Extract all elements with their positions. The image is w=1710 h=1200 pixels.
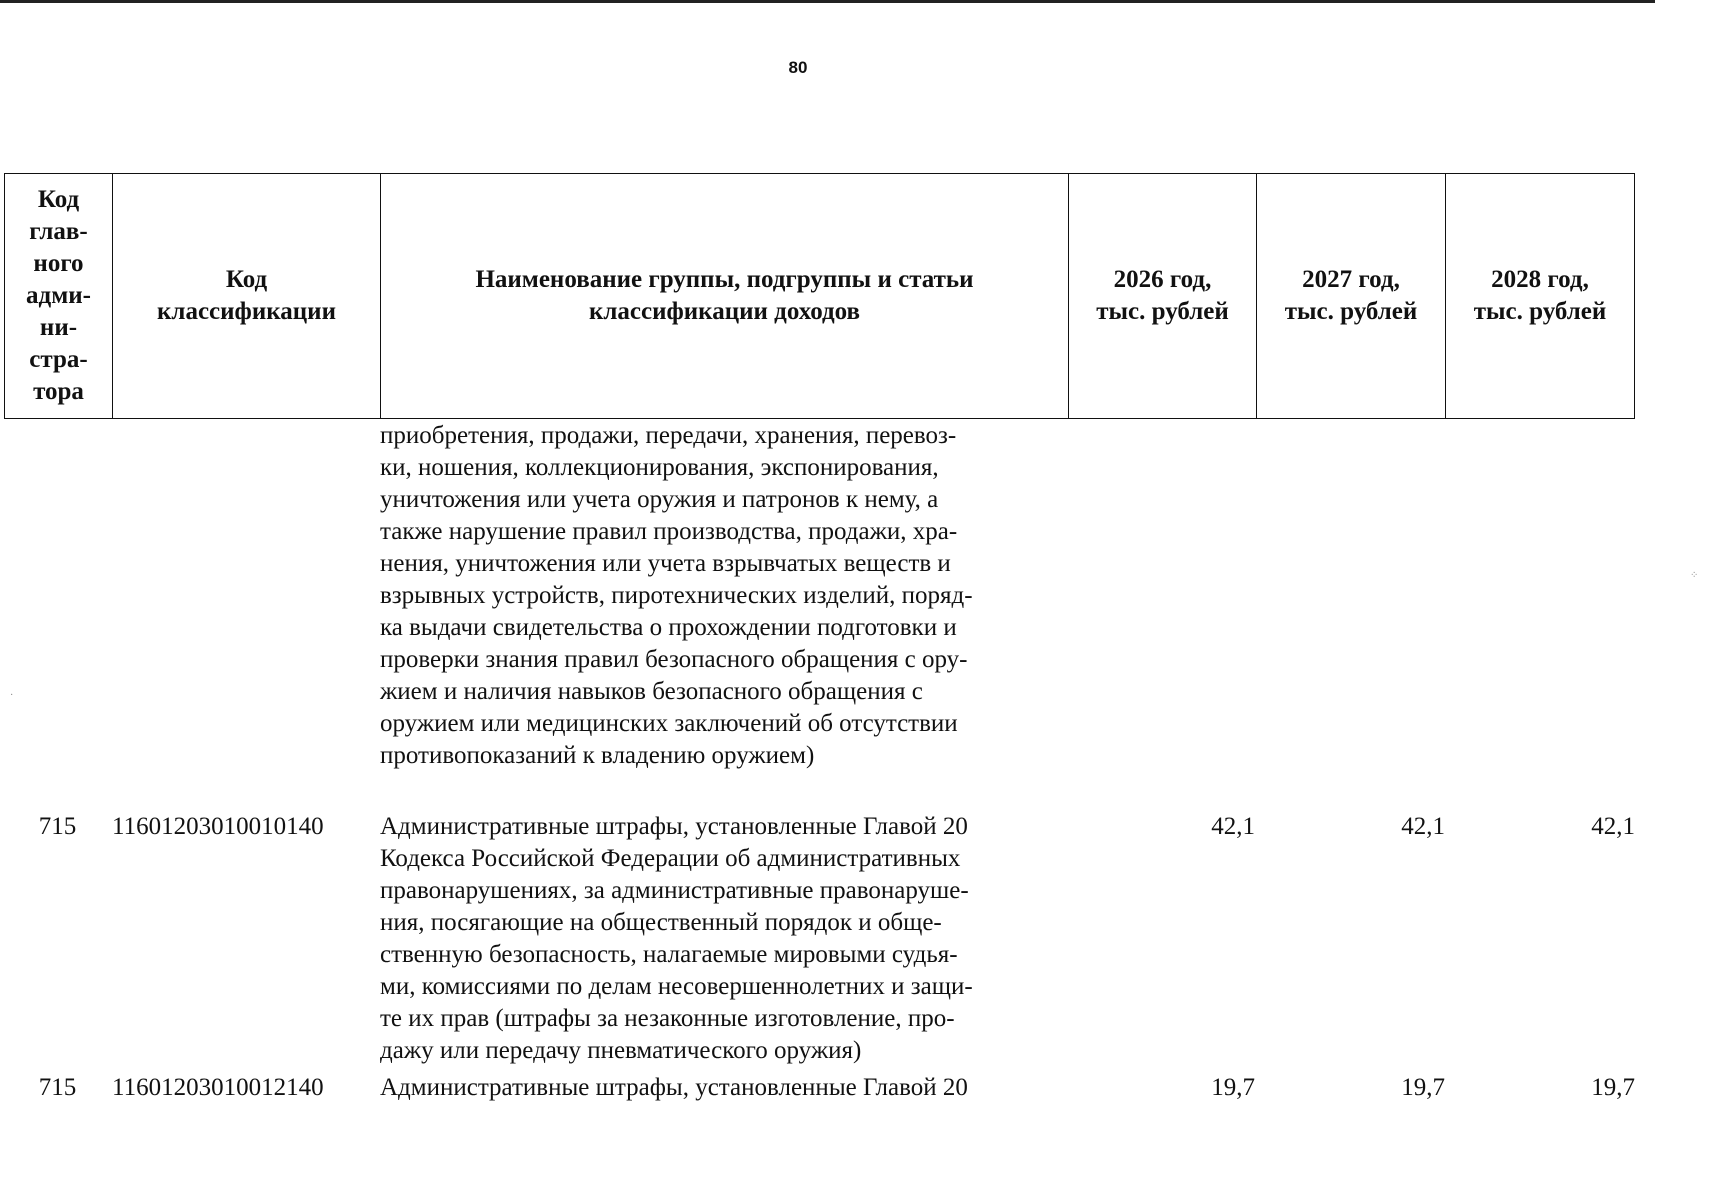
admin-code: 715 [38,813,77,840]
value-2026: 42,1 [1211,813,1255,840]
header-year-2026: 2026 год, тыс. рублей [1069,174,1257,419]
value-2027: 42,1 [1401,813,1445,840]
admin-code: 715 [38,1074,77,1101]
top-rule [0,0,1655,3]
table-header [4,173,1635,419]
value-2028: 42,1 [1591,813,1635,840]
classification-code: 11601203010012140 [112,1074,324,1101]
value-2028: 19,7 [1591,1074,1635,1101]
header-admin-code: Код глав- ного адми- ни- стра- тора [5,174,113,419]
page-number: 80 [788,58,808,77]
classification-code: 11601203010010140 [112,813,324,840]
item-name: приобретения, продажи, передачи, хранения, перевоз- ки, ношения, коллекционирования, экспонирования, уничтожения или учета оружия и патронов к нему, а также нарушение правил производства, продажи, хра- нения, уничтожения или учета взрывчатых веществ и взрывных устройств, пиротехнических изделий, поряд- ка выдачи свидетельства о прохождении подготовки и проверки знания правил безопасного обращения с ору- жием и наличия навыков безопасного обращения с оружием или медицинских заключений об отсутствии противопоказаний к владению оружием) [380,422,973,769]
value-2026: 19,7 [1211,1074,1255,1101]
scan-speck: ⁘ [1690,570,1699,581]
item-name: Административные штрафы, установленные Главой 20 [380,1074,968,1101]
header-classification-code: Код классификации [113,174,381,419]
header-year-2028: 2028 год, тыс. рублей [1446,174,1635,419]
header-year-2027: 2027 год, тыс. рублей [1257,174,1446,419]
item-name: Административные штрафы, установленные Главой 20 Кодекса Российской Федерации об административных правонарушениях, за административные правонаруше- ния, посягающие на общественный порядок и обще- ственную безопасность, налагаемые мировыми судья- ми, комиссиями по делам несовершеннолетних и защи- те их прав (штрафы за незаконные изготовление, про- дажу или передачу пневматического оружия) [380,813,973,1064]
header-name: Наименование группы, подгруппы и статьи классификации доходов [381,174,1069,419]
scan-speck: · [10,690,14,701]
value-2027: 19,7 [1401,1074,1445,1101]
